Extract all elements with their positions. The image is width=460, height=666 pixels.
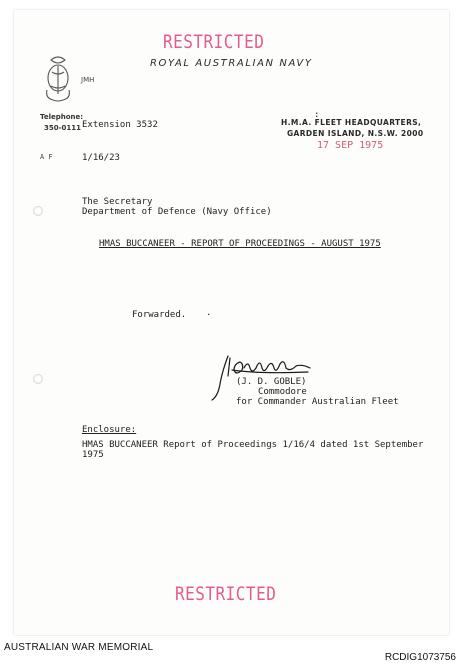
hq-colon: : xyxy=(314,110,320,120)
punch-hole xyxy=(33,374,43,384)
letter-page xyxy=(14,10,449,635)
signatory-name: (J. D. GOBLE) xyxy=(236,377,307,387)
enclosure-heading: Enclosure: xyxy=(82,425,137,435)
telephone-label: Telephone: xyxy=(40,113,84,121)
stray-mark: . xyxy=(206,308,212,318)
date-stamp: 17 SEP 1975 xyxy=(317,140,384,151)
archive-name: AUSTRALIAN WAR MEMORIAL xyxy=(4,642,154,653)
initials: JMH xyxy=(81,76,95,84)
archive-reference: RCDIG1073756 xyxy=(384,652,456,663)
restricted-stamp-bottom: RESTRICTED xyxy=(175,582,277,605)
extension: Extension 3532 xyxy=(82,120,158,130)
punch-hole xyxy=(33,206,43,216)
enclosure-line1: HMAS BUCCANEER Report of Proceedings 1/16/4 dated 1st September xyxy=(82,440,424,450)
body-text: Forwarded. xyxy=(132,310,187,320)
file-number: 1/16/23 xyxy=(82,153,120,163)
subject-line: HMAS BUCCANEER - REPORT OF PROCEEDINGS - AUGUST 1975 xyxy=(99,239,381,249)
organisation-name: ROYAL AUSTRALIAN NAVY xyxy=(150,58,313,69)
addressee-line2: Department of Defence (Navy Office) xyxy=(82,207,272,217)
enclosure-line2: 1975 xyxy=(82,450,104,460)
signatory-rank: Commodore xyxy=(258,387,307,397)
telephone-number: 350-0111 xyxy=(44,124,81,132)
navy-crest-icon xyxy=(41,54,75,104)
restricted-stamp-top: RESTRICTED xyxy=(163,30,265,53)
signatory-role: for Commander Australian Fleet xyxy=(236,397,399,407)
reference-prefix: A F xyxy=(40,153,53,161)
addressee-line1: The Secretary xyxy=(82,197,153,207)
hq-address-line1: H.M.A. FLEET HEADQUARTERS, xyxy=(281,118,422,127)
hq-address-line2: GARDEN ISLAND, N.S.W. 2000 xyxy=(287,129,424,138)
